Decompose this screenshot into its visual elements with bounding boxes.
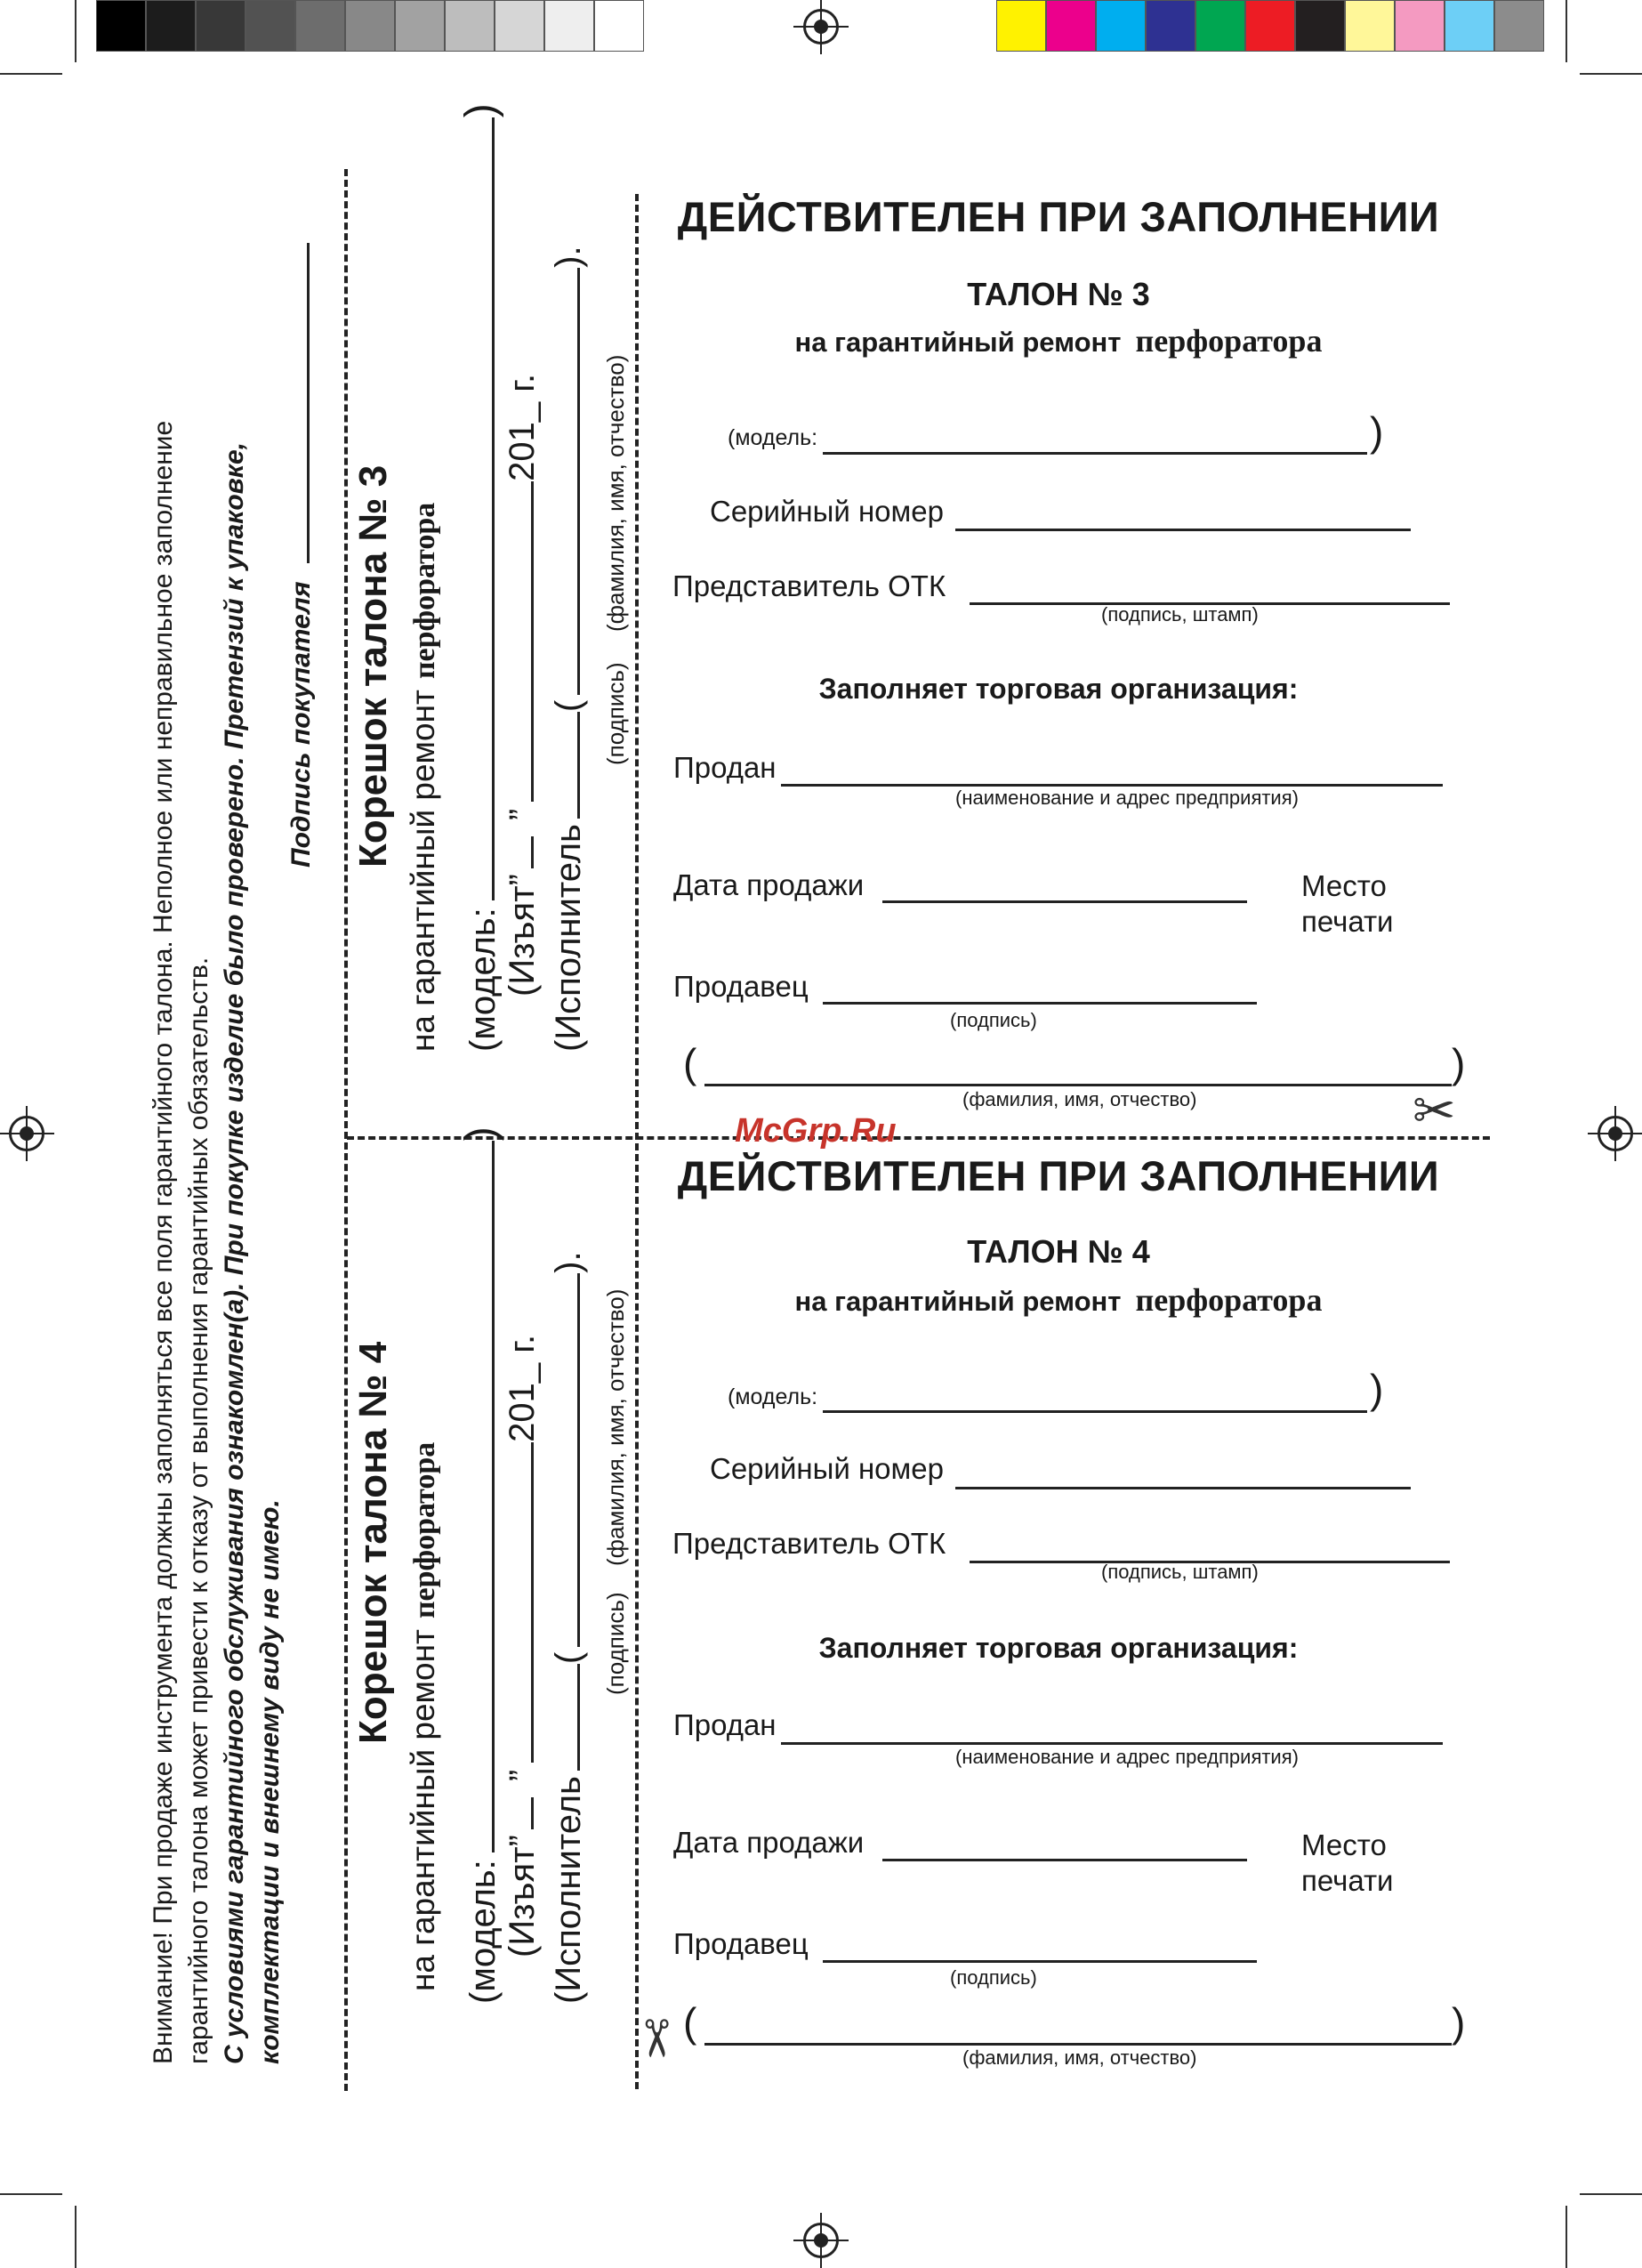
scissors-icon: ✂ xyxy=(626,2016,685,2061)
fullname-line[interactable] xyxy=(704,2043,1452,2046)
calibration-swatch xyxy=(196,0,245,52)
stub-subtitle-text: на гарантийный ремонт xyxy=(405,690,441,1052)
stub-year: 201_ г. xyxy=(503,373,542,481)
talon-subtitle-text: на гарантийный ремонт xyxy=(794,327,1122,358)
model-label: (модель: xyxy=(728,425,818,450)
stub-year: 201_ г. xyxy=(503,1334,542,1442)
otk-hint: (подпись, штамп) xyxy=(1101,1561,1259,1583)
cut-line-vertical-inner xyxy=(635,194,639,2089)
talon-subtitle xyxy=(676,1281,1441,1319)
scissors-icon: ✂ xyxy=(1413,1082,1456,1140)
underline xyxy=(492,1141,495,1852)
calibration-swatch xyxy=(1445,0,1494,52)
seller-label: Продавец xyxy=(673,970,809,1003)
seller-line[interactable] xyxy=(823,1960,1257,1963)
stub-seized-label: (Изъят” xyxy=(503,874,542,997)
talon-tool: перфоратора xyxy=(1135,323,1323,359)
serial-label: Серийный номер xyxy=(710,495,944,528)
stub-sign-hint: (подпись) xyxy=(602,662,629,765)
sold-field xyxy=(673,1708,777,1742)
stub-quote: ” xyxy=(503,808,542,821)
date-label: Дата продажи xyxy=(673,868,865,901)
crop-mark xyxy=(1580,73,1642,75)
serial-line[interactable] xyxy=(955,1487,1411,1489)
otk-field xyxy=(672,569,946,603)
stub-seized-label: (Изъят” xyxy=(503,1835,542,1957)
calibration-swatch xyxy=(1195,0,1245,52)
talon-subtitle xyxy=(676,322,1441,359)
fullname-line[interactable] xyxy=(704,1084,1452,1086)
talon-subtitle-text: на гарантийный ремонт xyxy=(794,1286,1122,1317)
calibration-swatch xyxy=(146,0,196,52)
underline xyxy=(531,836,534,868)
coupon-heading: ДЕЙСТВИТЕЛЕН ПРИ ЗАПОЛНЕНИИ xyxy=(677,1152,1440,1199)
sold-hint: (наименование и адрес предприятия) xyxy=(955,1746,1299,1768)
calibration-swatch xyxy=(495,0,544,52)
trade-heading: Заполняет торговая организация: xyxy=(818,673,1299,705)
seller-hint: (подпись) xyxy=(950,1009,1037,1031)
stub-title: Корешок талона № 3 xyxy=(351,464,395,868)
registration-mark-icon xyxy=(803,2223,839,2258)
paren: ) xyxy=(1452,1040,1466,1086)
fullname-hint: (фамилия, имя, отчество) xyxy=(962,1088,1197,1110)
calibration-swatch xyxy=(544,0,594,52)
calibration-swatch xyxy=(395,0,445,52)
date-field xyxy=(673,868,864,902)
crop-mark xyxy=(75,2206,76,2268)
calibration-swatch xyxy=(1046,0,1096,52)
crop-mark xyxy=(1566,2206,1567,2268)
warning-line-3: С условиями гарантийного обслуживания ознакомлен(а). При покупке изделие было проверено. Претензий к упаковке, xyxy=(220,442,249,2064)
stamp-place: Место печати xyxy=(1301,1828,1394,1897)
calibration-swatch xyxy=(445,0,495,52)
stub-model-field: (модель:) xyxy=(457,1126,504,2004)
otk-label: Представитель ОТК xyxy=(672,569,946,602)
stub-seized-field xyxy=(503,1335,543,1957)
sold-label: Продан xyxy=(673,751,777,784)
stub-sign-hint: (подпись) xyxy=(602,1592,629,1695)
underline xyxy=(577,268,580,695)
crop-mark xyxy=(0,73,62,75)
cut-line-vertical-outer xyxy=(344,169,348,2091)
stub-tool: перфоратора xyxy=(408,1441,441,1619)
model-line[interactable] xyxy=(823,1410,1367,1413)
seller-line[interactable] xyxy=(823,1002,1257,1005)
stub-subtitle xyxy=(405,503,442,1052)
stub-seized-field xyxy=(503,374,543,997)
registration-mark-icon xyxy=(1598,1116,1633,1151)
underline xyxy=(531,481,534,802)
crop-mark xyxy=(75,0,76,62)
underline xyxy=(531,1797,534,1829)
underline xyxy=(492,117,495,900)
talon-tool: перфоратора xyxy=(1135,1282,1323,1318)
registration-mark-icon xyxy=(803,9,839,44)
signature-line xyxy=(307,243,310,563)
sold-hint: (наименование и адрес предприятия) xyxy=(955,787,1299,809)
date-field xyxy=(673,1826,864,1860)
sold-field xyxy=(673,751,777,785)
buyer-signature xyxy=(286,243,317,868)
serial-field xyxy=(710,1452,944,1486)
calibration-swatch xyxy=(1096,0,1146,52)
stub-subtitle xyxy=(405,1442,442,1991)
underline xyxy=(577,712,580,819)
stamp-place: Место печати xyxy=(1301,869,1394,938)
calibration-swatch xyxy=(96,0,146,52)
seller-field xyxy=(673,1927,809,1961)
underline xyxy=(577,1664,580,1771)
stub-performer-field: (Исполнитель(). xyxy=(549,246,588,1052)
crop-mark xyxy=(1580,2193,1642,2195)
calibration-swatch xyxy=(594,0,644,52)
stub-performer-label: (Исполнитель xyxy=(549,1776,588,2004)
calibration-swatch xyxy=(1295,0,1345,52)
calibration-swatch xyxy=(996,0,1046,52)
date-line[interactable] xyxy=(882,900,1247,903)
stub-name-hint: (фамилия, имя, отчество) xyxy=(602,1288,629,1566)
serial-label: Серийный номер xyxy=(710,1452,944,1485)
cut-line-horizontal xyxy=(347,1136,1490,1140)
calibration-swatch xyxy=(345,0,395,52)
date-line[interactable] xyxy=(882,1859,1247,1861)
crop-mark xyxy=(1566,0,1567,62)
calibration-swatch xyxy=(1146,0,1195,52)
registration-mark-icon xyxy=(9,1116,44,1151)
otk-label: Представитель ОТК xyxy=(672,1527,946,1560)
stub-subtitle-text: на гарантийный ремонт xyxy=(405,1629,441,1991)
sold-line[interactable] xyxy=(781,1742,1443,1745)
stub-name-hint: (фамилия, имя, отчество) xyxy=(602,354,629,632)
calibration-swatch xyxy=(1395,0,1445,52)
fullname-hint: (фамилия, имя, отчество) xyxy=(962,2046,1197,2069)
stub-performer-field: (Исполнитель(). xyxy=(549,1251,588,2004)
buyer-signature-label: Подпись покупателя xyxy=(286,581,316,868)
calibration-swatch xyxy=(1345,0,1395,52)
stub-quote: ” xyxy=(503,1769,542,1782)
stub-title: Корешок талона № 4 xyxy=(351,1341,395,1744)
talon-number: ТАЛОН № 3 xyxy=(967,276,1150,312)
trade-heading: Заполняет торговая организация: xyxy=(818,1632,1299,1664)
paren: ( xyxy=(683,1040,697,1086)
seller-hint: (подпись) xyxy=(950,1966,1037,1989)
calibration-swatch xyxy=(245,0,295,52)
watermark: McGrp.Ru xyxy=(735,1112,897,1150)
stub-model-field: (модель:) xyxy=(457,103,504,1052)
seller-label: Продавец xyxy=(673,1927,809,1960)
talon-number: ТАЛОН № 4 xyxy=(967,1233,1150,1270)
seller-field xyxy=(673,970,809,1004)
date-label: Дата продажи xyxy=(673,1826,865,1859)
paren: ) xyxy=(1370,1366,1384,1412)
warning-text xyxy=(146,421,288,2064)
underline xyxy=(531,1442,534,1763)
stub-model-label: (модель: xyxy=(463,908,503,1052)
warning-line-4: комплектации и внешнему виду не имею. xyxy=(255,1499,285,2064)
calibration-swatch xyxy=(295,0,345,52)
calibration-swatch xyxy=(1494,0,1544,52)
warning-line-1: Внимание! При продаже инструмента должны заполняться все поля гарантийного талона. Неполное или неправильное заполнение xyxy=(149,420,178,2064)
model-line[interactable] xyxy=(823,452,1367,455)
calibration-swatch xyxy=(1245,0,1295,52)
coupon-heading: ДЕЙСТВИТЕЛЕН ПРИ ЗАПОЛНЕНИИ xyxy=(677,193,1440,240)
paren: ( xyxy=(683,1999,697,2046)
warning-line-2: гарантийного талона может привести к отказу от выполнения гарантийных обязательств. xyxy=(184,956,213,2064)
paren: ) xyxy=(1452,1999,1466,2046)
stub-model-label: (модель: xyxy=(463,1860,503,2004)
stub-performer-label: (Исполнитель xyxy=(549,824,588,1052)
paren: ) xyxy=(1370,408,1384,455)
serial-field xyxy=(710,495,944,529)
crop-mark xyxy=(0,2193,62,2195)
model-label: (модель: xyxy=(728,1384,818,1409)
serial-line[interactable] xyxy=(955,529,1411,531)
underline xyxy=(577,1273,580,1647)
sold-label: Продан xyxy=(673,1708,777,1741)
stub-tool: перфоратора xyxy=(408,502,441,680)
otk-field xyxy=(672,1527,946,1561)
otk-hint: (подпись, штамп) xyxy=(1101,603,1259,626)
